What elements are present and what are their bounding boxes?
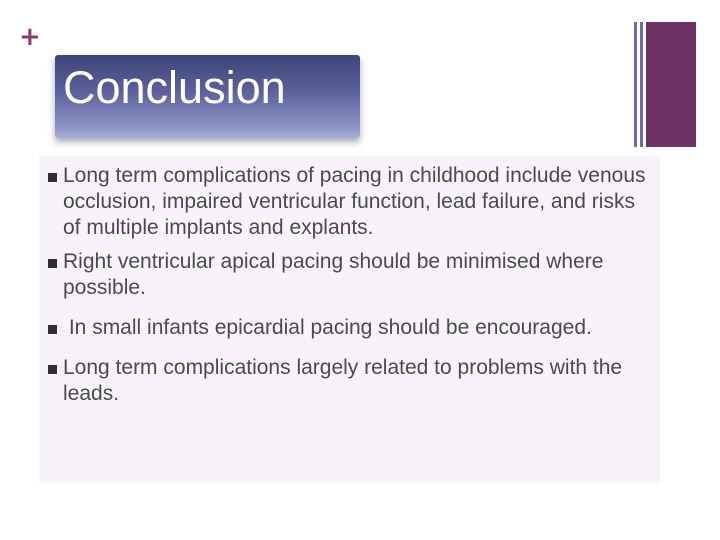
slide-title: Conclusion xyxy=(63,62,286,113)
bullet-text: Right ventricular apical pacing should be minimised where possible. xyxy=(63,250,604,299)
bullet-text: Long term complications of pacing in childhood include venous occlusion, impaired ventricular function, lead failure, and risks of multiple implants and explants. xyxy=(63,164,646,239)
bullet-text: In small infants epicardial pacing should be encouraged. xyxy=(63,316,592,339)
corner-stripe-thin xyxy=(640,22,643,147)
square-bullet-icon xyxy=(48,259,57,268)
corner-accent-block xyxy=(646,22,696,147)
bullet-list xyxy=(47,163,650,407)
bullet-item xyxy=(47,249,650,301)
title-banner xyxy=(55,55,360,138)
corner-stripe-thin xyxy=(634,22,637,147)
plus-icon: + xyxy=(19,22,41,52)
square-bullet-icon xyxy=(48,325,57,334)
square-bullet-icon xyxy=(48,365,57,374)
bullet-item xyxy=(47,315,650,341)
bullet-item xyxy=(47,163,650,241)
square-bullet-icon xyxy=(48,173,57,182)
content-panel xyxy=(39,156,660,483)
bullet-text: Long term complications largely related to problems with the leads. xyxy=(63,356,623,405)
bullet-item xyxy=(47,355,650,407)
